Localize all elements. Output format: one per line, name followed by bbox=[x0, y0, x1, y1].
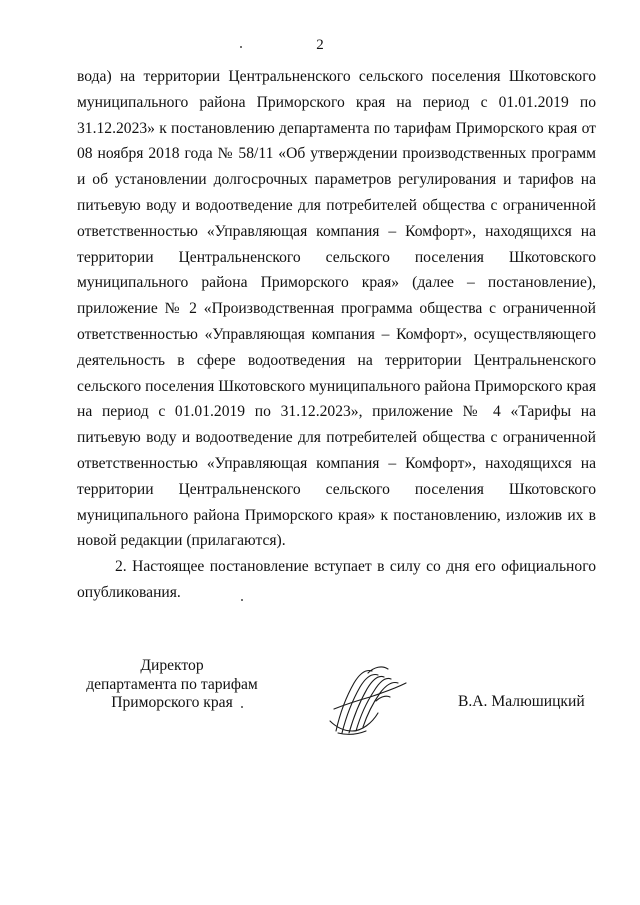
signatory-name: В.А. Малюшицкий bbox=[458, 693, 585, 710]
scan-speck bbox=[241, 706, 243, 708]
signatory-position-line-3: Приморского края bbox=[111, 694, 233, 711]
signatory-position-line-2: департамента по тарифам bbox=[86, 675, 258, 693]
page-number: 2 bbox=[316, 37, 324, 53]
signatory-position-line-1: Директор bbox=[140, 657, 204, 674]
paragraph-effective-date: 2. Настоящее постановление вступает в силу со дня его официального опубликования. bbox=[77, 558, 596, 601]
scan-speck bbox=[241, 599, 243, 601]
document-body bbox=[77, 64, 596, 606]
signatory-position bbox=[72, 657, 272, 713]
paragraph-continuation: вода) на территории Центральненского сельского поселения Шкотовского муниципального района Приморского края на период с 01.01.2019 по 31.12.2023» к постановлению департамента по тарифам Приморского края от 08 ноября 2018 года № 58/11 «Об утверждении производственных программ и об установлении долгосрочных параметров регулирования и тарифов на питьевую воду и водоотведение для потребителей общества с ограниченной ответственностью «Управляющая компания – Комфорт», находящихся на территории Центральненского сельского поселения Шкотовского муниципального района Приморского края» (далее – постановление), приложение № 2 «Производственная программа общества с ограниченной ответственностью «Управляющая компания – Комфорт», осуществляющего деятельность в сфере водоотведения на территории Центральненского сельского поселения Шкотовского муниципального района Приморского края на период с 01.01.2019 по 31.12.2023», приложение № 4 «Тарифы на питьевую воду и водоотведение для потребителей общества с ограниченной ответственностью «Управляющая компания – Комфорт», находящихся на территории Центральненского сельского поселения Шкотовского муниципального района Приморского края» к постановлению, изложив их в новой редакции (прилагаются). bbox=[77, 68, 596, 550]
handwritten-signature bbox=[316, 661, 412, 739]
scan-speck bbox=[240, 46, 242, 48]
signature-block bbox=[0, 657, 640, 747]
